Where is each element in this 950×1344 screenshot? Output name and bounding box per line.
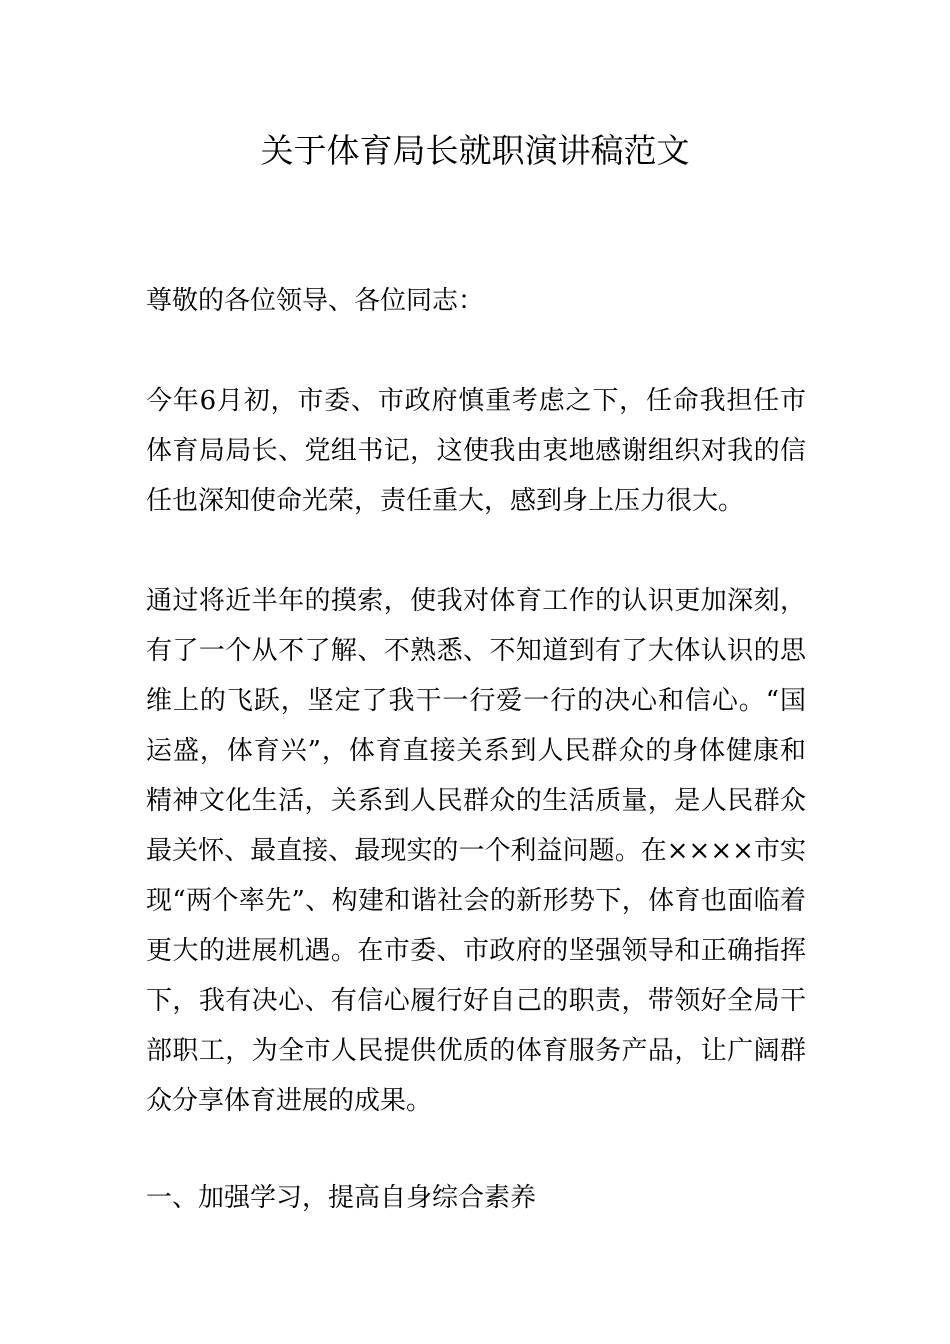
paragraph-appointment: 今年6月初，市委、市政府慎重考虑之下，任命我担任市体育局局长、党组书记，这使我由衷地感谢组织对我的信任也深知使命光荣，责任重大，感到身上压力很大。 [146, 386, 806, 516]
salutation: 尊敬的各位领导、各位同志： [146, 286, 485, 316]
paragraph-understanding: 通过将近半年的摸索，使我对体育工作的认识更加深刻，有了一个从不了解、不熟悉、不知道到有了大体认识的思维上的飞跃，坚定了我干一行爱一行的决心和信心。“国运盛，体育兴”，体育直接关系到人民群众的身体健康和精神文化生活，关系到人民群众的生活质量，是人民群众最关怀、最直接、最现实的一个利益问题。在××××市实现“两个率先”、构建和谐社会的新形势下，体育也面临着更大的进展机遇。在市委、市政府的坚强领导和正确指挥下，我有决心、有信心履行好自己的职责，带领好全局干部职工，为全市人民提供优质的体育服务产品，让广阔群众分享体育进展的成果。 [146, 586, 806, 1116]
document-title: 关于体育局长就职演讲稿范文 [260, 131, 690, 170]
section-heading-1: 一、加强学习，提高自身综合素养 [146, 1183, 537, 1213]
